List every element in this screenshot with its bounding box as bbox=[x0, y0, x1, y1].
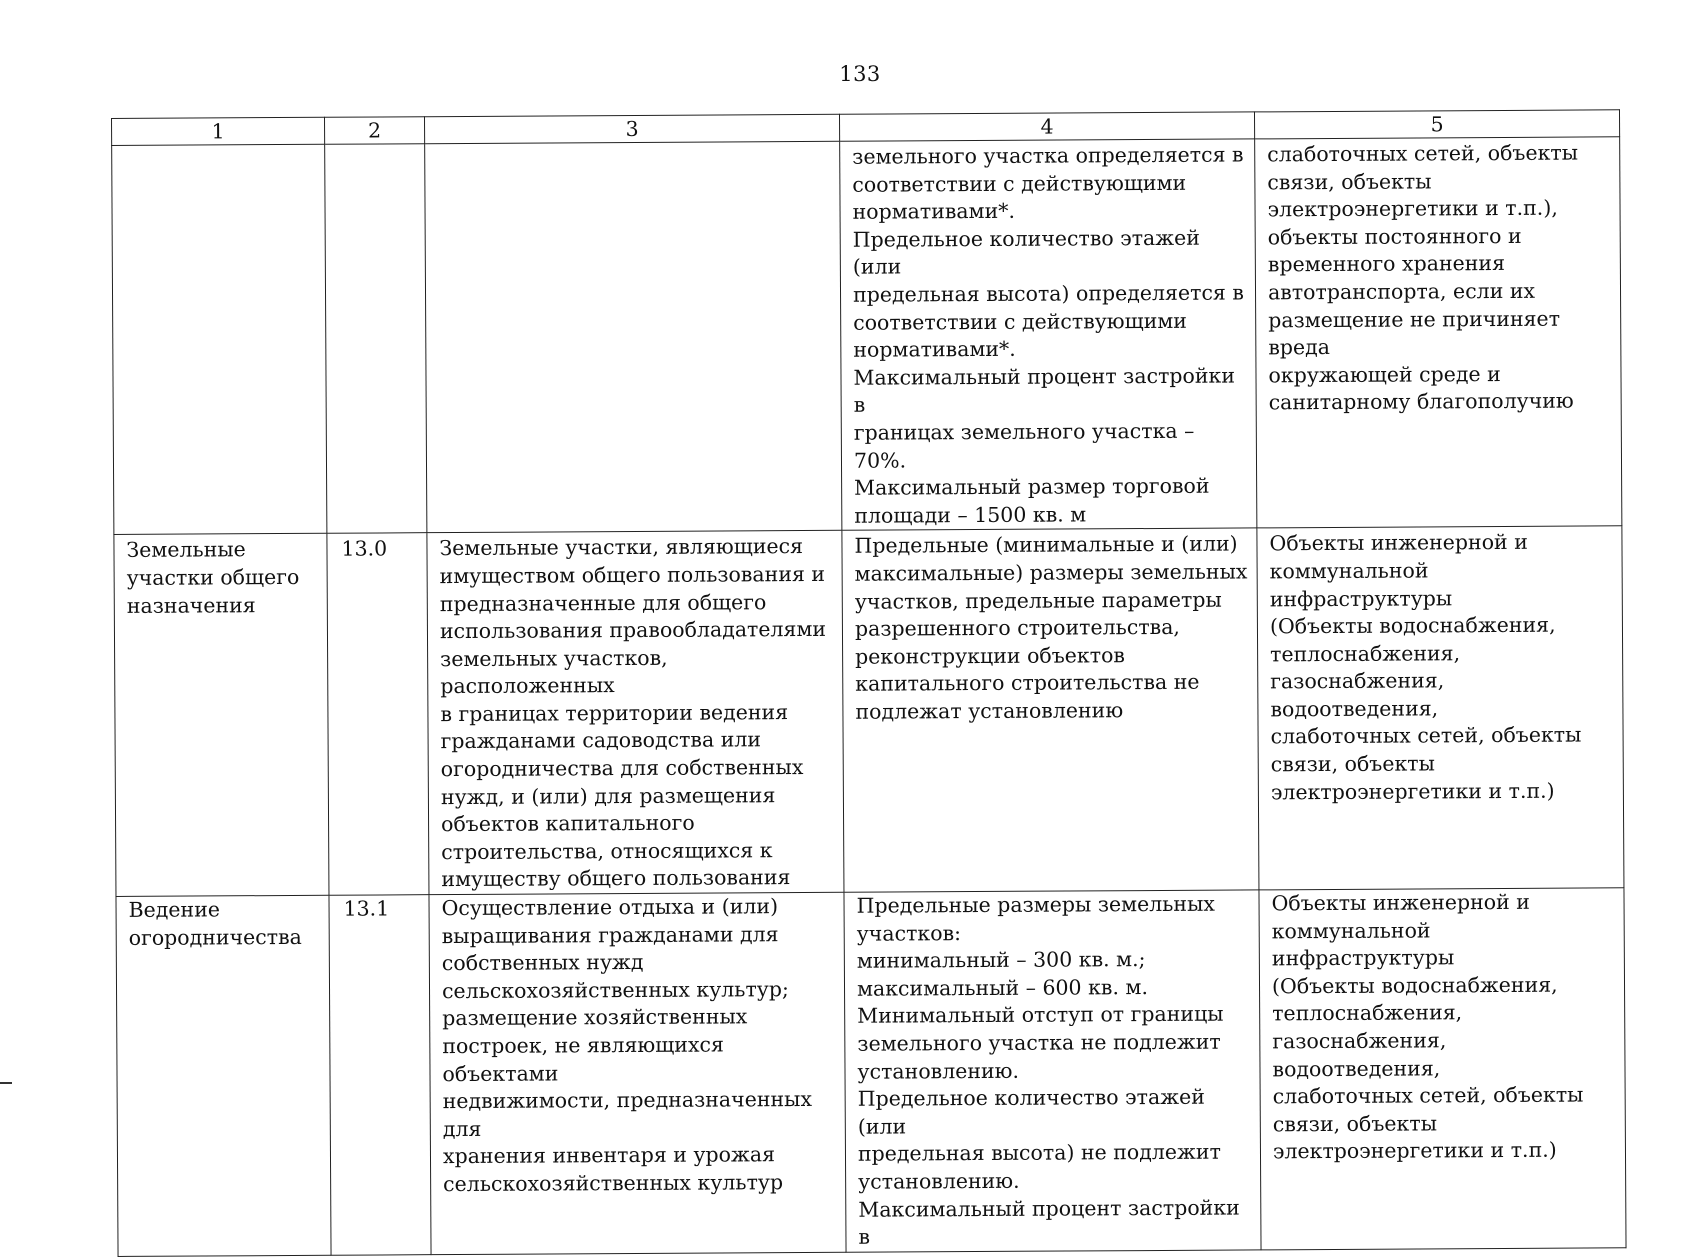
table-row-common-use-land bbox=[114, 526, 1624, 896]
cell-land-use-description: Осуществление отдыха и (или) выращивания гражданами для собственных нужд сельскохозяйственных культур; размещение хозяйственных построек, не являющихся объектами недвижимости, предназначенных для хранения инвентаря и урожая сельскохозяйственных культур bbox=[429, 892, 846, 1254]
cell-land-use-code: 13.0 bbox=[327, 533, 429, 895]
cell-building-parameters: Предельные (минимальные и (или) максимальные) размеры земельных участков, предельные параметры разрешенного строительства, реконструкции объектов капитального строительства не подлежат установлению bbox=[842, 528, 1259, 892]
table-row-gardening bbox=[116, 888, 1626, 1256]
table-row-continuation bbox=[112, 137, 1622, 535]
header-col-5: 5 bbox=[1254, 110, 1619, 139]
land-use-table-container bbox=[111, 109, 1626, 1256]
cell-land-use-description bbox=[425, 141, 842, 533]
page-number: 133 bbox=[839, 62, 881, 86]
land-use-table bbox=[111, 109, 1627, 1256]
header-col-4: 4 bbox=[839, 112, 1254, 141]
cell-land-use-code bbox=[325, 144, 427, 534]
cell-land-use-code: 13.1 bbox=[329, 895, 431, 1255]
cell-building-parameters: земельного участка определяется в соответствии с действующими нормативами*. Предельное количество этажей (или предельная высота) определяется в соответствии с действующими нормативами*. Максимальный процент застройки в границах земельного участка – 70%. Максимальный размер торговой площади – 1500 кв. м bbox=[840, 139, 1257, 531]
cell-land-use-description: Земельные участки, являющиеся имуществом общего пользования и предназначенные для общего использования правообладателями земельных участков, расположенных в границах территории ведения гражданами садоводства или огородничества для собственных нужд, и (или) для размещения объектов капитального строительства, относящихся к имуществу общего пользования bbox=[427, 531, 844, 895]
cell-land-use-name bbox=[112, 144, 327, 535]
scan-edge-mark bbox=[0, 1082, 12, 1084]
cell-auxiliary-objects: Объекты инженерной и коммунальной инфраструктуры (Объекты водоснабжения, теплоснабжения, газоснабжения, водоотведения, слаботочных сетей, объекты связи, объекты электроэнергетики и т.п.) bbox=[1259, 888, 1626, 1250]
cell-building-parameters: Предельные размеры земельных участков: минимальный – 300 кв. м.; максимальный – 600 кв. м. Минимальный отступ от границы земельного участка не подлежит установлению. Предельное количество этажей (или предельная высота) не подлежит установлению. Максимальный процент застройки в bbox=[844, 890, 1261, 1252]
cell-land-use-name: Ведение огородничества bbox=[116, 895, 331, 1256]
header-col-3: 3 bbox=[424, 114, 839, 143]
cell-land-use-name: Земельные участки общего назначения bbox=[114, 534, 329, 897]
header-col-1: 1 bbox=[112, 117, 325, 145]
cell-auxiliary-objects: слаботочных сетей, объекты связи, объекты электроэнергетики и т.п.), объекты постоянного и временного хранения автотранспорта, если их размещение не причиняет вреда окружающей среде и санитарному благополучию bbox=[1255, 137, 1622, 528]
cell-auxiliary-objects: Объекты инженерной и коммунальной инфраструктуры (Объекты водоснабжения, теплоснабжения, газоснабжения, водоотведения, слаботочных сетей, объекты связи, объекты электроэнергетики и т.п.) bbox=[1257, 526, 1624, 890]
header-col-2: 2 bbox=[324, 117, 424, 145]
